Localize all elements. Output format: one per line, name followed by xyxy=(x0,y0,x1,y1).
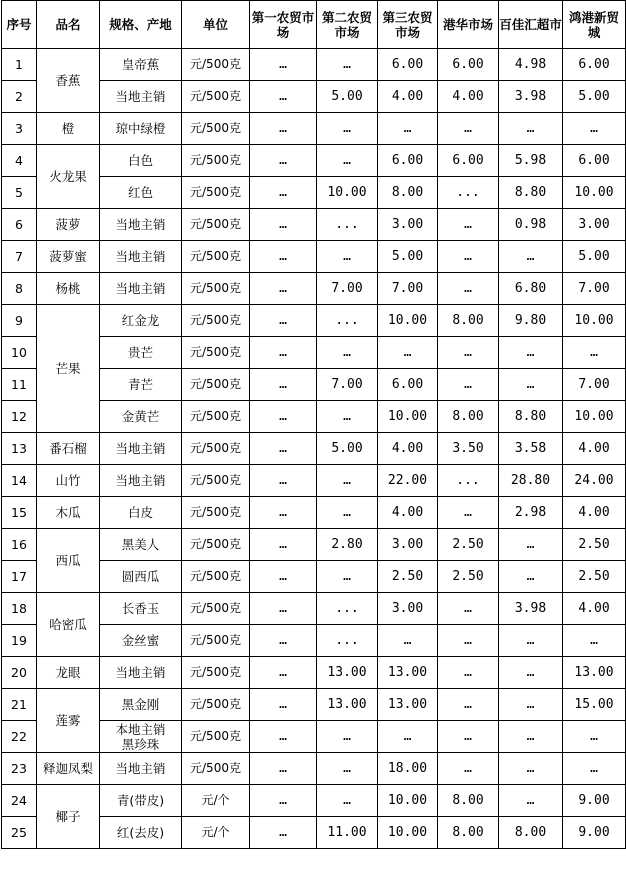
price-cell: … xyxy=(250,113,317,145)
price-cell: ... xyxy=(317,625,378,657)
price-cell: … xyxy=(378,113,438,145)
unit-cell: 元/500克 xyxy=(182,305,250,337)
price-cell: 6.00 xyxy=(438,145,499,177)
price-cell: 7.00 xyxy=(563,273,626,305)
price-cell: 13.00 xyxy=(317,689,378,721)
unit-cell: 元/500克 xyxy=(182,593,250,625)
price-cell: 3.00 xyxy=(563,209,626,241)
price-cell: … xyxy=(438,497,499,529)
spec-cell: 黑金刚 xyxy=(100,689,182,721)
price-cell: … xyxy=(250,657,317,689)
unit-cell: 元/500克 xyxy=(182,497,250,529)
price-cell: … xyxy=(317,785,378,817)
price-cell: 4.00 xyxy=(563,497,626,529)
price-cell: 3.50 xyxy=(438,433,499,465)
price-cell: … xyxy=(499,625,563,657)
header-cell: 单位 xyxy=(182,1,250,49)
price-cell: 10.00 xyxy=(378,305,438,337)
price-cell: 4.00 xyxy=(438,81,499,113)
row-number: 2 xyxy=(2,81,37,113)
price-cell: 10.00 xyxy=(563,305,626,337)
price-cell: 3.00 xyxy=(378,209,438,241)
price-cell: … xyxy=(438,753,499,785)
price-cell: … xyxy=(250,433,317,465)
unit-cell: 元/500克 xyxy=(182,465,250,497)
unit-cell: 元/500克 xyxy=(182,721,250,753)
price-cell: 5.00 xyxy=(563,81,626,113)
price-cell: 4.00 xyxy=(563,593,626,625)
price-cell: 6.00 xyxy=(378,49,438,81)
header-cell: 百佳汇超市 xyxy=(499,1,563,49)
product-name: 哈密瓜 xyxy=(37,593,100,657)
price-cell: … xyxy=(317,401,378,433)
price-cell: 13.00 xyxy=(317,657,378,689)
spec-cell: 红金龙 xyxy=(100,305,182,337)
spec-cell: 白色 xyxy=(100,145,182,177)
row-number: 6 xyxy=(2,209,37,241)
price-cell: … xyxy=(250,721,317,753)
price-cell: … xyxy=(438,209,499,241)
price-cell: 8.80 xyxy=(499,401,563,433)
unit-cell: 元/500克 xyxy=(182,49,250,81)
price-cell: … xyxy=(378,625,438,657)
table-row xyxy=(2,529,626,561)
table-row xyxy=(2,593,626,625)
price-cell: 2.50 xyxy=(378,561,438,593)
spec-cell: 红(去皮) xyxy=(100,817,182,849)
price-cell: … xyxy=(317,337,378,369)
spec-cell: 皇帝蕉 xyxy=(100,49,182,81)
product-name: 香蕉 xyxy=(37,49,100,113)
price-cell: 8.00 xyxy=(438,401,499,433)
price-cell: … xyxy=(317,721,378,753)
header-cell: 港华市场 xyxy=(438,1,499,49)
price-cell: … xyxy=(563,113,626,145)
price-cell: 4.98 xyxy=(499,49,563,81)
row-number: 18 xyxy=(2,593,37,625)
price-cell: 4.00 xyxy=(563,433,626,465)
price-cell: 13.00 xyxy=(378,657,438,689)
spec-cell: 本地主销 黑珍珠 xyxy=(100,721,182,753)
price-cell: 6.00 xyxy=(438,49,499,81)
price-cell: … xyxy=(378,337,438,369)
price-cell: … xyxy=(499,689,563,721)
row-number: 8 xyxy=(2,273,37,305)
price-cell: … xyxy=(250,465,317,497)
price-cell: … xyxy=(563,721,626,753)
price-cell: … xyxy=(317,241,378,273)
table-row xyxy=(2,689,626,721)
table-row xyxy=(2,241,626,273)
price-cell: 6.00 xyxy=(378,145,438,177)
price-cell: 6.80 xyxy=(499,273,563,305)
price-cell: … xyxy=(250,753,317,785)
header-row xyxy=(2,1,626,49)
price-cell: ... xyxy=(438,177,499,209)
price-cell: … xyxy=(499,113,563,145)
price-cell: … xyxy=(250,401,317,433)
product-name: 杨桃 xyxy=(37,273,100,305)
price-cell: 13.00 xyxy=(563,657,626,689)
price-cell: ... xyxy=(438,465,499,497)
price-cell: … xyxy=(250,369,317,401)
unit-cell: 元/500克 xyxy=(182,657,250,689)
spec-cell: 青(带皮) xyxy=(100,785,182,817)
spec-cell: 贵芒 xyxy=(100,337,182,369)
price-cell: … xyxy=(250,241,317,273)
row-number: 7 xyxy=(2,241,37,273)
table-row xyxy=(2,305,626,337)
spec-cell: 当地主销 xyxy=(100,465,182,497)
price-cell: … xyxy=(438,721,499,753)
product-name: 山竹 xyxy=(37,465,100,497)
price-cell: 9.00 xyxy=(563,817,626,849)
price-cell: … xyxy=(438,337,499,369)
price-cell: 9.80 xyxy=(499,305,563,337)
row-number: 13 xyxy=(2,433,37,465)
price-table xyxy=(1,0,626,849)
price-cell: 3.58 xyxy=(499,433,563,465)
header-cell: 序号 xyxy=(2,1,37,49)
table-row xyxy=(2,657,626,689)
spec-cell: 琼中绿橙 xyxy=(100,113,182,145)
price-cell: … xyxy=(499,369,563,401)
price-cell: 8.00 xyxy=(438,785,499,817)
product-name: 木瓜 xyxy=(37,497,100,529)
price-cell: … xyxy=(563,625,626,657)
price-cell: … xyxy=(317,49,378,81)
spec-cell: 当地主销 xyxy=(100,81,182,113)
spec-cell: 当地主销 xyxy=(100,241,182,273)
price-cell: … xyxy=(563,753,626,785)
price-cell: … xyxy=(317,465,378,497)
price-cell: 2.50 xyxy=(563,529,626,561)
row-number: 20 xyxy=(2,657,37,689)
row-number: 24 xyxy=(2,785,37,817)
unit-cell: 元/500克 xyxy=(182,561,250,593)
price-cell: 10.00 xyxy=(317,177,378,209)
price-cell: 5.98 xyxy=(499,145,563,177)
price-cell: … xyxy=(250,785,317,817)
spec-cell: 当地主销 xyxy=(100,753,182,785)
table-row xyxy=(2,785,626,817)
price-cell: 9.00 xyxy=(563,785,626,817)
price-cell: 7.00 xyxy=(317,369,378,401)
price-cell: 3.00 xyxy=(378,529,438,561)
product-name: 莲雾 xyxy=(37,689,100,753)
row-number: 17 xyxy=(2,561,37,593)
header-cell: 鸿港新贸城 xyxy=(563,1,626,49)
price-cell: 11.00 xyxy=(317,817,378,849)
price-cell: 7.00 xyxy=(563,369,626,401)
spec-cell: 金丝蜜 xyxy=(100,625,182,657)
price-cell: … xyxy=(317,145,378,177)
row-number: 5 xyxy=(2,177,37,209)
unit-cell: 元/500克 xyxy=(182,273,250,305)
product-name: 火龙果 xyxy=(37,145,100,209)
price-cell: ... xyxy=(317,593,378,625)
price-cell: … xyxy=(250,49,317,81)
product-name: 番石榴 xyxy=(37,433,100,465)
price-cell: … xyxy=(438,369,499,401)
unit-cell: 元/500克 xyxy=(182,625,250,657)
row-number: 4 xyxy=(2,145,37,177)
price-cell: 13.00 xyxy=(378,689,438,721)
product-name: 椰子 xyxy=(37,785,100,849)
price-cell: 28.80 xyxy=(499,465,563,497)
price-cell: 8.80 xyxy=(499,177,563,209)
price-cell: … xyxy=(250,305,317,337)
unit-cell: 元/500克 xyxy=(182,433,250,465)
row-number: 16 xyxy=(2,529,37,561)
table-row xyxy=(2,465,626,497)
price-cell: 24.00 xyxy=(563,465,626,497)
price-cell: 4.00 xyxy=(378,497,438,529)
unit-cell: 元/500克 xyxy=(182,113,250,145)
table-row xyxy=(2,273,626,305)
price-cell: ... xyxy=(317,305,378,337)
price-cell: … xyxy=(250,337,317,369)
table-row xyxy=(2,753,626,785)
price-cell: 2.50 xyxy=(563,561,626,593)
price-cell: 4.00 xyxy=(378,81,438,113)
table-row xyxy=(2,145,626,177)
price-cell: … xyxy=(250,529,317,561)
price-cell: … xyxy=(438,593,499,625)
price-cell: … xyxy=(317,497,378,529)
price-cell: … xyxy=(499,785,563,817)
price-cell: 6.00 xyxy=(563,49,626,81)
price-cell: 0.98 xyxy=(499,209,563,241)
spec-cell: 当地主销 xyxy=(100,657,182,689)
product-name: 芒果 xyxy=(37,305,100,433)
price-cell: … xyxy=(250,273,317,305)
price-cell: … xyxy=(250,689,317,721)
product-name: 菠萝蜜 xyxy=(37,241,100,273)
product-name: 释迦凤梨 xyxy=(37,753,100,785)
price-cell: 10.00 xyxy=(378,401,438,433)
price-cell: … xyxy=(250,145,317,177)
row-number: 1 xyxy=(2,49,37,81)
price-cell: 10.00 xyxy=(378,785,438,817)
spec-cell: 青芒 xyxy=(100,369,182,401)
unit-cell: 元/500克 xyxy=(182,209,250,241)
price-cell: 2.50 xyxy=(438,529,499,561)
header-cell: 第二农贸市场 xyxy=(317,1,378,49)
product-name: 龙眼 xyxy=(37,657,100,689)
row-number: 3 xyxy=(2,113,37,145)
price-cell: … xyxy=(250,593,317,625)
price-cell: … xyxy=(438,113,499,145)
row-number: 25 xyxy=(2,817,37,849)
price-cell: 8.00 xyxy=(378,177,438,209)
price-cell: 8.00 xyxy=(499,817,563,849)
price-cell: … xyxy=(250,497,317,529)
price-cell: ... xyxy=(317,209,378,241)
row-number: 15 xyxy=(2,497,37,529)
row-number: 10 xyxy=(2,337,37,369)
row-number: 19 xyxy=(2,625,37,657)
price-cell: … xyxy=(250,817,317,849)
price-cell: … xyxy=(438,689,499,721)
spec-cell: 当地主销 xyxy=(100,433,182,465)
price-cell: 2.98 xyxy=(499,497,563,529)
price-cell: … xyxy=(250,177,317,209)
price-cell: 2.50 xyxy=(438,561,499,593)
unit-cell: 元/500克 xyxy=(182,401,250,433)
price-cell: 10.00 xyxy=(563,401,626,433)
table-row xyxy=(2,433,626,465)
price-cell: … xyxy=(317,113,378,145)
price-cell: … xyxy=(438,273,499,305)
spec-cell: 红色 xyxy=(100,177,182,209)
header-cell: 规格、产地 xyxy=(100,1,182,49)
table-row xyxy=(2,209,626,241)
price-cell: … xyxy=(317,561,378,593)
price-cell: … xyxy=(499,529,563,561)
price-cell: 3.98 xyxy=(499,81,563,113)
unit-cell: 元/500克 xyxy=(182,369,250,401)
price-cell: 4.00 xyxy=(378,433,438,465)
row-number: 11 xyxy=(2,369,37,401)
product-name: 西瓜 xyxy=(37,529,100,593)
product-name: 橙 xyxy=(37,113,100,145)
unit-cell: 元/500克 xyxy=(182,177,250,209)
price-cell: 3.98 xyxy=(499,593,563,625)
unit-cell: 元/500克 xyxy=(182,689,250,721)
price-cell: 7.00 xyxy=(378,273,438,305)
price-cell: … xyxy=(499,337,563,369)
price-cell: 15.00 xyxy=(563,689,626,721)
price-cell: … xyxy=(499,241,563,273)
unit-cell: 元/个 xyxy=(182,785,250,817)
price-cell: … xyxy=(563,337,626,369)
unit-cell: 元/500克 xyxy=(182,337,250,369)
unit-cell: 元/500克 xyxy=(182,145,250,177)
price-cell: … xyxy=(438,657,499,689)
table-row xyxy=(2,113,626,145)
price-cell: 2.80 xyxy=(317,529,378,561)
price-cell: 5.00 xyxy=(317,433,378,465)
price-cell: 6.00 xyxy=(378,369,438,401)
price-cell: 5.00 xyxy=(317,81,378,113)
price-cell: … xyxy=(250,81,317,113)
price-cell: 5.00 xyxy=(378,241,438,273)
price-cell: 8.00 xyxy=(438,305,499,337)
spec-cell: 当地主销 xyxy=(100,209,182,241)
price-cell: 3.00 xyxy=(378,593,438,625)
price-cell: … xyxy=(499,561,563,593)
price-cell: … xyxy=(499,721,563,753)
price-cell: … xyxy=(499,753,563,785)
header-cell: 品名 xyxy=(37,1,100,49)
spec-cell: 黑美人 xyxy=(100,529,182,561)
price-cell: 10.00 xyxy=(378,817,438,849)
price-cell: 5.00 xyxy=(563,241,626,273)
header-cell: 第一农贸市场 xyxy=(250,1,317,49)
row-number: 9 xyxy=(2,305,37,337)
unit-cell: 元/500克 xyxy=(182,81,250,113)
price-cell: … xyxy=(250,561,317,593)
spec-cell: 长香玉 xyxy=(100,593,182,625)
price-cell: … xyxy=(378,721,438,753)
price-cell: 8.00 xyxy=(438,817,499,849)
unit-cell: 元/500克 xyxy=(182,529,250,561)
table-row xyxy=(2,49,626,81)
price-cell: … xyxy=(499,657,563,689)
product-name: 菠萝 xyxy=(37,209,100,241)
price-cell: … xyxy=(438,241,499,273)
table-body xyxy=(2,49,626,849)
price-cell: … xyxy=(317,753,378,785)
price-cell: 7.00 xyxy=(317,273,378,305)
spec-cell: 白皮 xyxy=(100,497,182,529)
unit-cell: 元/个 xyxy=(182,817,250,849)
price-cell: 18.00 xyxy=(378,753,438,785)
row-number: 12 xyxy=(2,401,37,433)
unit-cell: 元/500克 xyxy=(182,241,250,273)
price-cell: 10.00 xyxy=(563,177,626,209)
spec-cell: 圆西瓜 xyxy=(100,561,182,593)
price-cell: 22.00 xyxy=(378,465,438,497)
price-cell: … xyxy=(250,209,317,241)
price-cell: … xyxy=(250,625,317,657)
table-row xyxy=(2,497,626,529)
row-number: 21 xyxy=(2,689,37,721)
spec-cell: 金黄芒 xyxy=(100,401,182,433)
price-cell: 6.00 xyxy=(563,145,626,177)
row-number: 22 xyxy=(2,721,37,753)
row-number: 23 xyxy=(2,753,37,785)
unit-cell: 元/500克 xyxy=(182,753,250,785)
header-cell: 第三农贸市场 xyxy=(378,1,438,49)
row-number: 14 xyxy=(2,465,37,497)
spec-cell: 当地主销 xyxy=(100,273,182,305)
price-cell: … xyxy=(438,625,499,657)
